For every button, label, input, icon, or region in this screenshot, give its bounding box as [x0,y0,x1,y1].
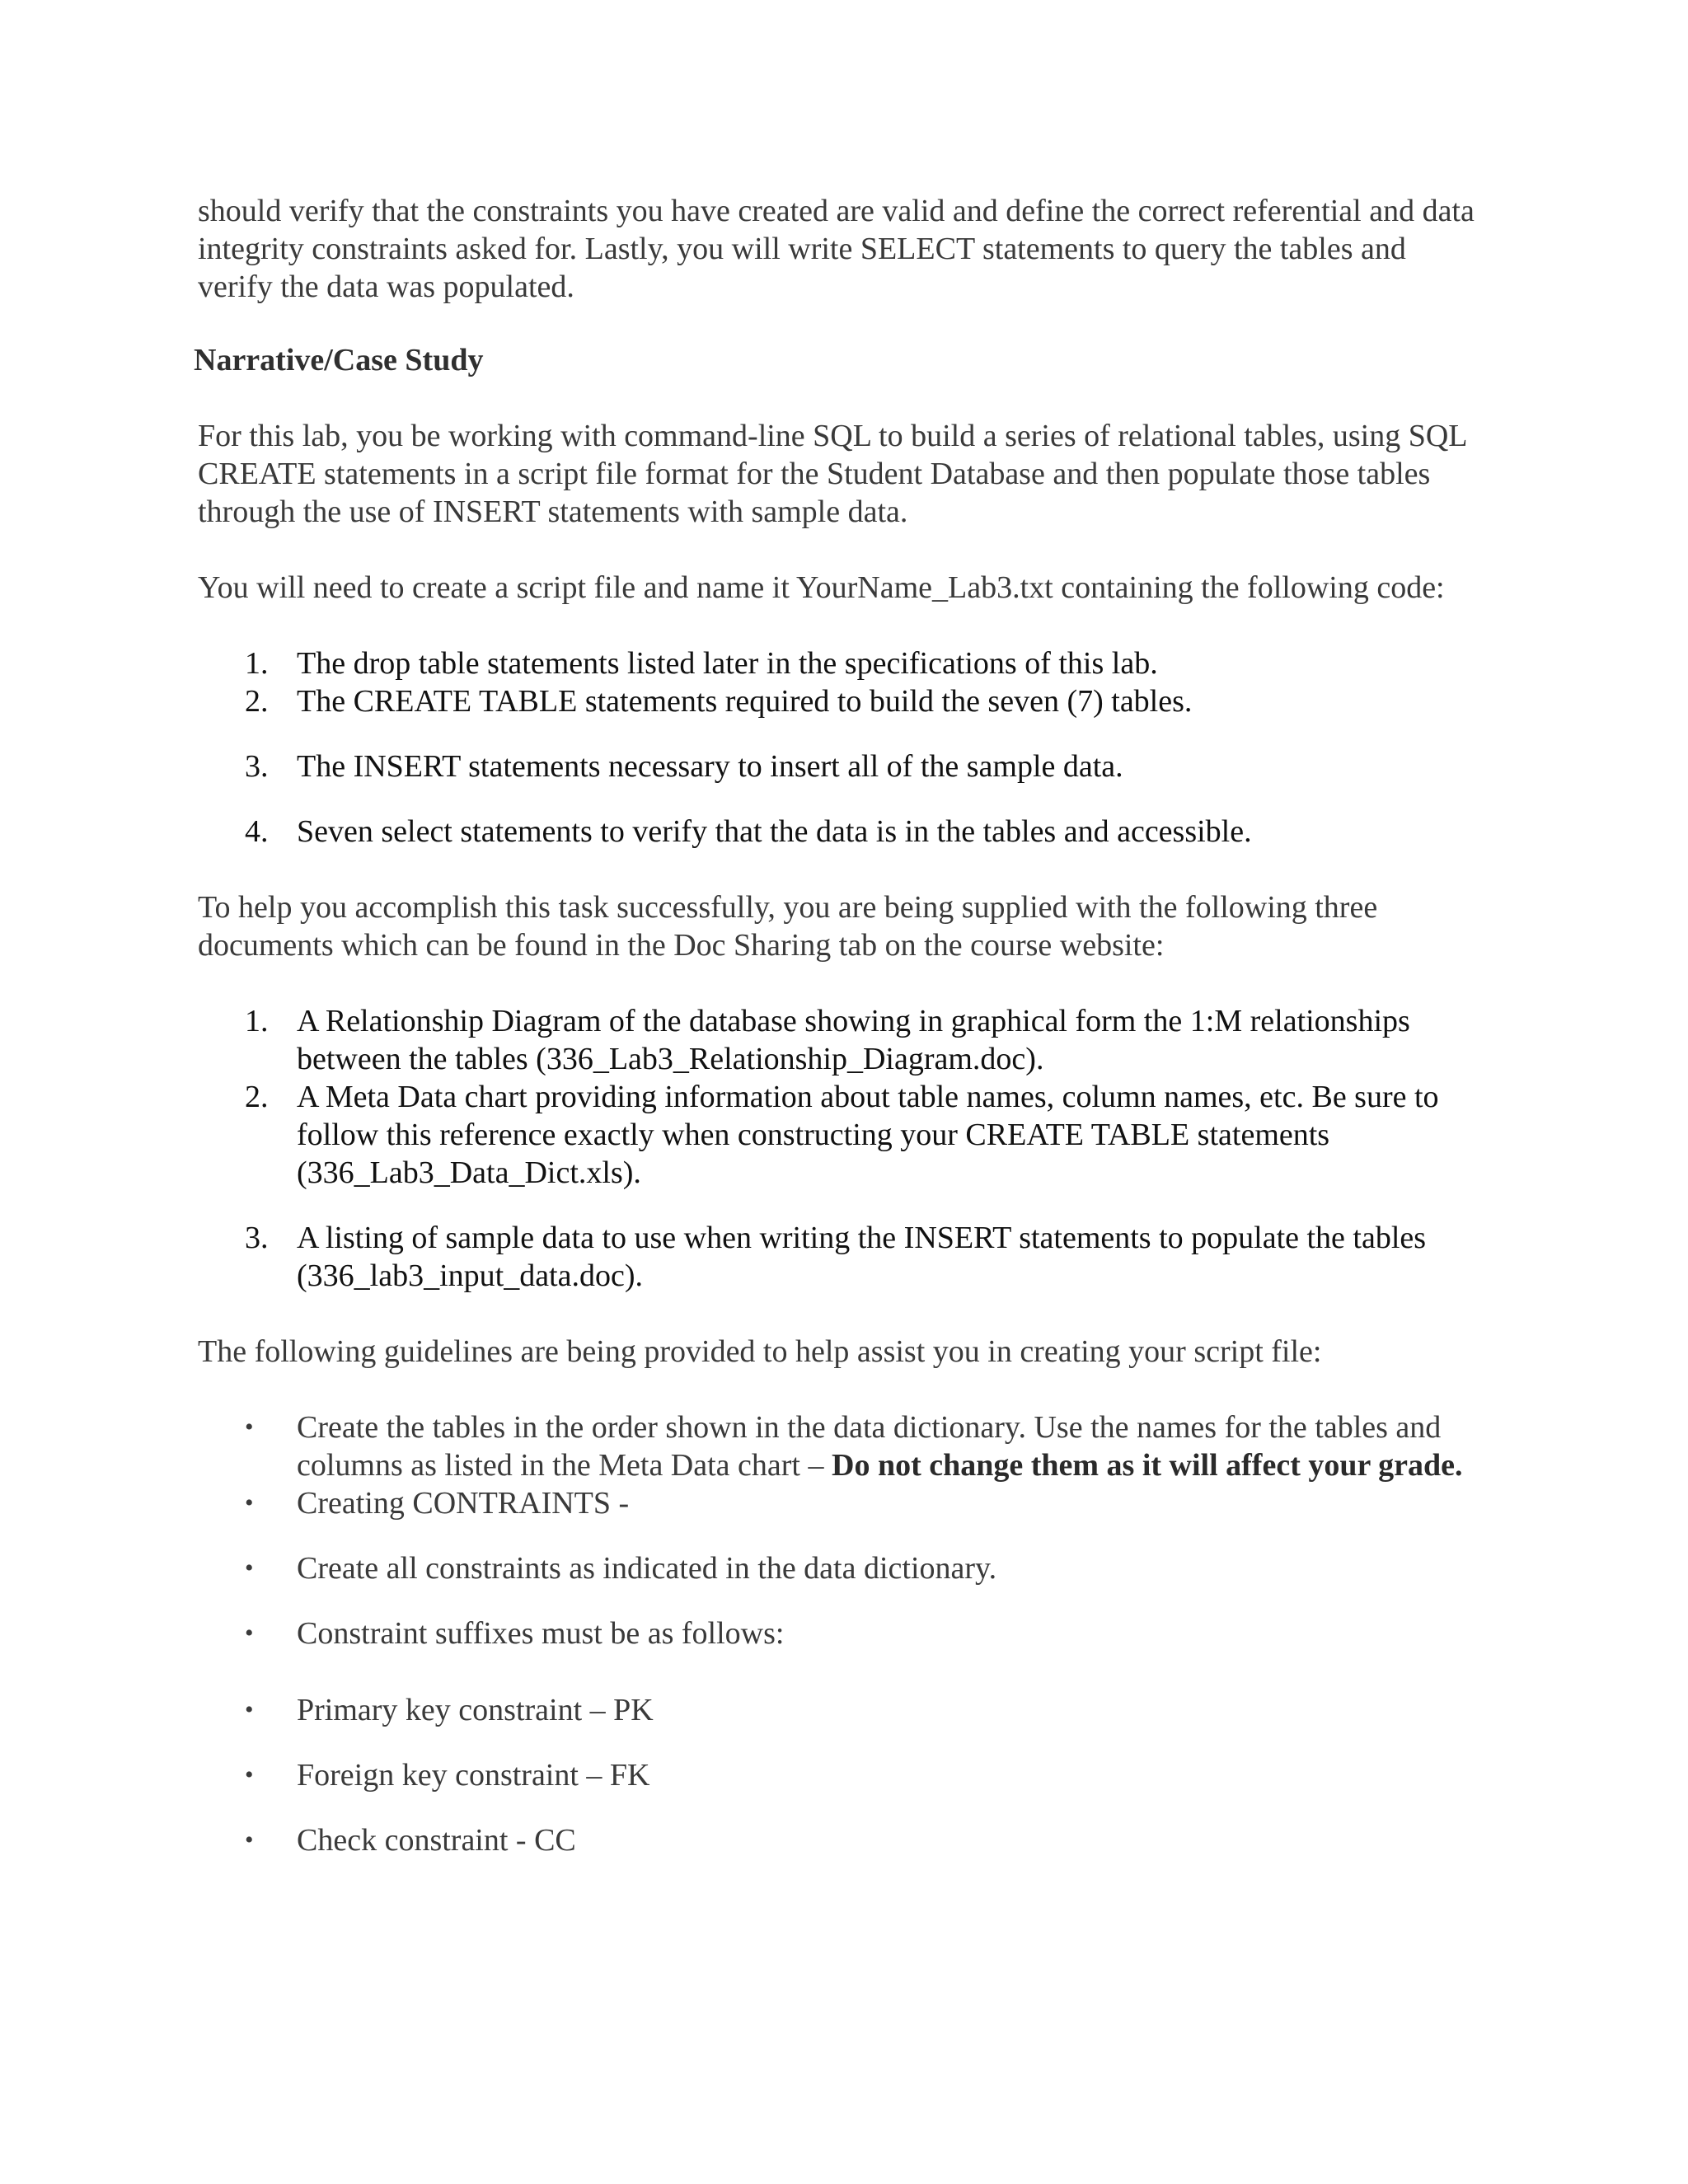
list-item [198,1484,1488,1522]
list-number: 2. [245,684,269,719]
list-item [198,1615,1488,1652]
list-item [198,682,1488,720]
list-item-text: The CREATE TABLE statements required to build the seven (7) tables. [297,684,1193,719]
bullet-icon: • [245,1761,254,1788]
documents-paragraph: To help you accomplish this task successfully, you are being supplied with the following three documents which can be found in the Doc Sharing tab on the course website: [198,890,1378,963]
list-item [198,748,1488,785]
list-number: 1. [245,1004,269,1038]
list-item-text: A Relationship Diagram of the database showing in graphical form the 1:M relationships between the tables (336_Lab3_Relationship_Diagram.doc). [297,1004,1410,1076]
list-item [198,1549,1488,1587]
list-item [198,1002,1488,1078]
list-number: 4. [245,814,269,849]
list-item-text: Create the tables in the order shown in the data dictionary. Use the names for the tables and columns as listed in the Meta Data chart – [297,1410,1442,1483]
list-number: 1. [245,646,269,681]
section-heading: Narrative/Case Study [194,343,484,377]
intro-paragraph: should verify that the constraints you have created are valid and define the correct referential and data integrity constraints asked for. Lastly, you will write SELECT statements to query the tables and verify the data was populated. [198,194,1475,304]
list-item-text: A listing of sample data to use when writing the INSERT statements to populate the tables (336_lab3_input_data.doc). [297,1221,1427,1293]
document-body [194,192,1488,1859]
list-item-text: Check constraint - CC [297,1823,576,1858]
list-item-text: Foreign key constraint – FK [297,1758,650,1793]
list-number: 3. [245,1221,269,1255]
guidelines-list [198,1408,1488,1859]
list-item-text: Primary key constraint – PK [297,1693,654,1727]
bullet-icon: • [245,1619,254,1647]
list-item-text: A Meta Data chart providing information about table names, column names, etc. Be sure to follow this reference exactly when constructing your CREATE TABLE statements (336_Lab3_Data_Dict.xls). [297,1080,1439,1190]
bullet-icon: • [245,1826,254,1854]
list-item [198,1756,1488,1794]
bullet-icon: • [245,1696,254,1723]
list-item [198,1078,1488,1192]
list-item-text: Seven select statements to verify that the data is in the tables and accessible. [297,814,1252,849]
narrative-paragraph: For this lab, you be working with command-line SQL to build a series of relational tables, using SQL CREATE statements in a script file format for the Student Database and then populate those tables through the use of INSERT statements with sample data. [198,419,1467,529]
guidelines-paragraph: The following guidelines are being provided to help assist you in creating your script file: [198,1334,1322,1369]
supplied-documents-list [198,1002,1488,1295]
list-item [198,644,1488,682]
list-item-text: The drop table statements listed later in the specifications of this lab. [297,646,1158,681]
list-item-text: Creating CONTRAINTS - [297,1486,630,1521]
list-item [198,1408,1488,1484]
script-file-paragraph: You will need to create a script file and name it YourName_Lab3.txt containing the following code: [198,570,1445,605]
list-item-text: The INSERT statements necessary to insert all of the sample data. [297,749,1123,784]
list-item [198,1821,1488,1859]
list-item [198,1691,1488,1729]
bullet-icon: • [245,1413,254,1441]
warning-text: Do not change them as it will affect your grade. [832,1448,1463,1483]
list-item [198,1219,1488,1295]
list-number: 3. [245,749,269,784]
bullet-icon: • [245,1554,254,1582]
list-item-text: Constraint suffixes must be as follows: [297,1616,785,1651]
list-item-text: Create all constraints as indicated in the data dictionary. [297,1551,997,1586]
script-contents-list [198,644,1488,851]
list-number: 2. [245,1080,269,1114]
bullet-icon: • [245,1489,254,1516]
list-item [198,813,1488,851]
